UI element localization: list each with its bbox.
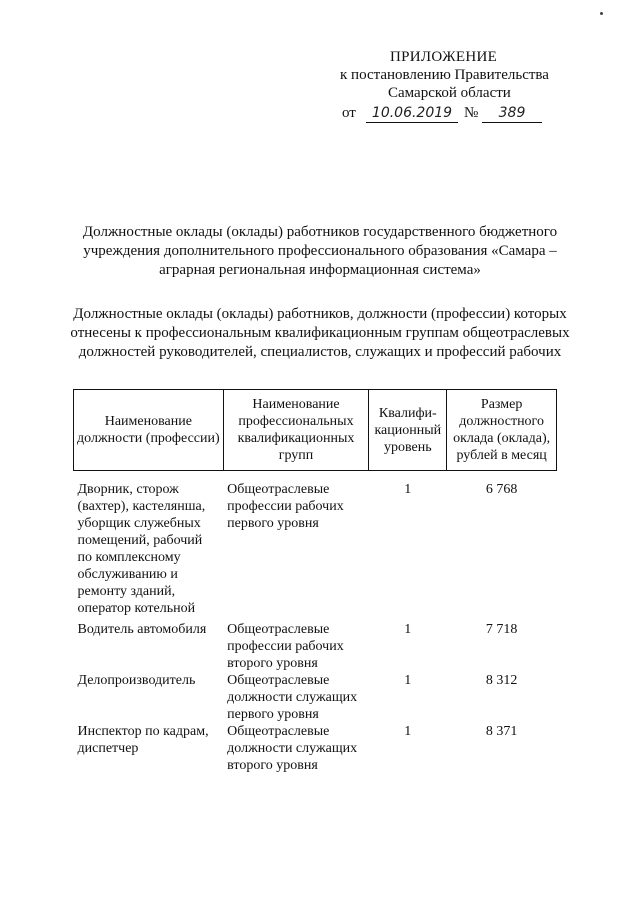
appendix-line-1: к постановлению Правительства (340, 67, 549, 83)
cell-salary: 8 312 (485, 673, 518, 688)
table-row (74, 723, 557, 781)
cell-salary: 8 371 (485, 724, 518, 739)
header-position: Наименование должности (профессии) (74, 390, 224, 471)
date-prefix: от (342, 105, 356, 121)
appendix-date-line (340, 104, 600, 124)
appendix-block (340, 48, 600, 124)
number-prefix: № (464, 105, 479, 121)
table-row (74, 471, 557, 622)
cell-position: Делопроизводитель (77, 673, 196, 688)
date-value: 10.06.2019 (366, 104, 458, 123)
table-header-row (74, 390, 557, 471)
cell-salary: 6 768 (485, 482, 518, 497)
header-level: Квалифи-кационный уровень (369, 390, 447, 471)
cell-group: Общеотраслевые должности служащих второго уровня (227, 724, 358, 773)
cell-salary: 7 718 (485, 622, 518, 637)
cell-position: Дворник, сторож (вахтер), кастелянша, уборщик служебных помещений, рабочий по комплексному обслуживанию и ремонту зданий, оператор котельной (77, 482, 206, 616)
cell-level: 1 (404, 673, 412, 688)
cell-position: Водитель автомобиля (77, 622, 207, 637)
appendix-line-2: Самарской области (388, 85, 511, 101)
section-title: Должностные оклады (оклады) работников, должности (профессии) которых отнесены к профессиональным квалификационным группам общеотраслевых должностей руководителей, специалистов, служащих и профессий рабочих (70, 306, 570, 360)
cell-position: Инспектор по кадрам, диспетчер (77, 724, 209, 756)
cell-group: Общеотраслевые профессии рабочих первого уровня (227, 482, 344, 531)
salary-table (73, 389, 557, 781)
cell-group: Общеотраслевые должности служащих первого уровня (227, 673, 358, 722)
table-row (74, 672, 557, 723)
header-group: Наименование профессиональных квалификационных групп (223, 390, 369, 471)
appendix-heading: ПРИЛОЖЕНИЕ (390, 49, 498, 65)
cell-level: 1 (404, 724, 412, 739)
scan-speck (600, 12, 603, 15)
cell-group: Общеотраслевые профессии рабочих второго уровня (227, 622, 344, 671)
table-row (74, 621, 557, 672)
number-value: 389 (482, 104, 542, 123)
document-title: Должностные оклады (оклады) работников государственного бюджетного учреждения дополнительного профессионального образования «Самара – аграрная региональная информационная система» (82, 224, 558, 278)
cell-level: 1 (404, 622, 412, 637)
cell-level: 1 (404, 482, 412, 497)
header-salary: Размер должностного оклада (оклада), рублей в месяц (447, 390, 557, 471)
